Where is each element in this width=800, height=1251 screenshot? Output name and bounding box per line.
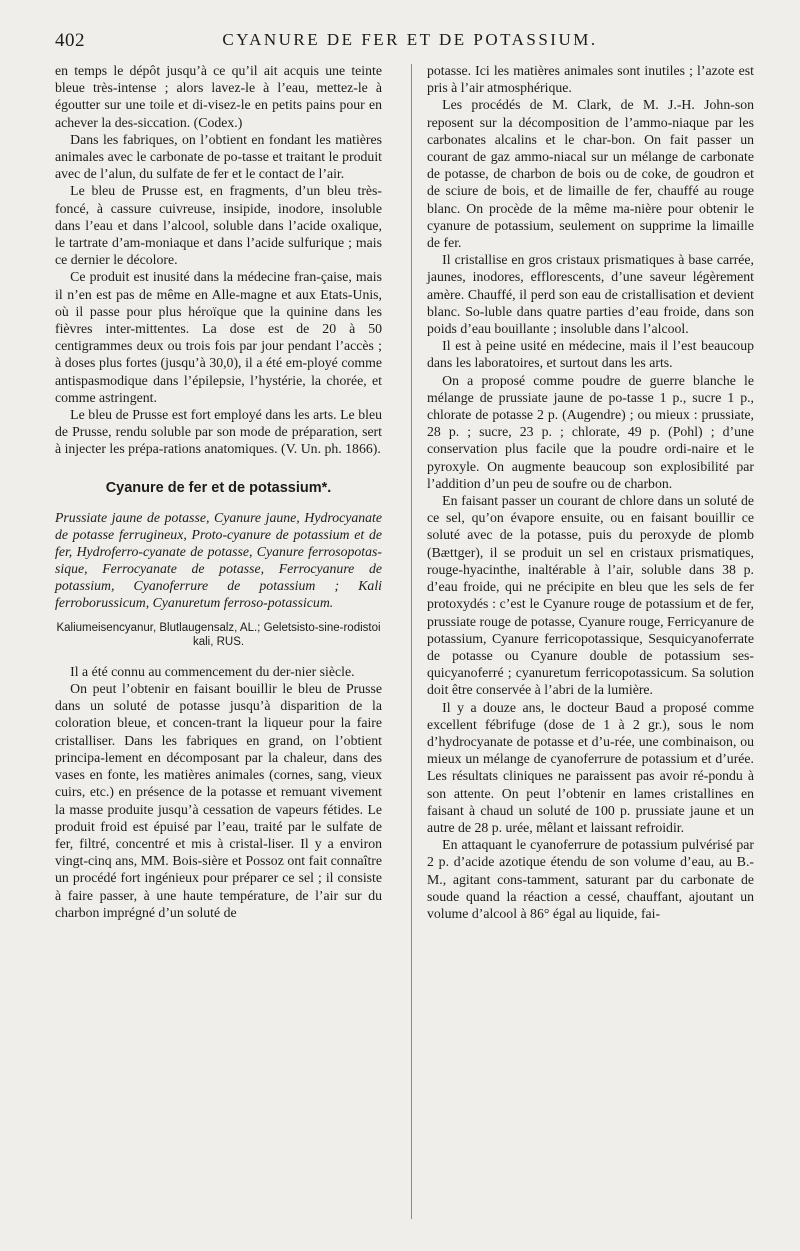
paragraph: En faisant passer un courant de chlore dans un soluté de ce sel, qu’on évapore ensuite, ou en faisant bouillir ce soluté avec de la potasse, puis du peroxyde de plomb (Bættger), il se produit un sel en cristaux prismatiques, rouge-hyacinthe, inaltérable à l’air, soluble dans 38 p. d’eau froide, qui ne précipite en bleu que les sels de fer protoxydés : c’est le Cyanure rouge de potassium et de fer, prussiate rouge de potasse, Cyanure rouge, Ferricyanure de potassium, Cyanure ferricopotassique, Sesquicyanoferrate de potasse ou Cyanure double de potassium ses-quicyanoferré ; cyanuretum ferricopotassicum. Sa solution doit être conservée à l’abri de la lumière. [427, 493, 754, 698]
paragraph: Il a été connu au commencement du der-nier siècle. [70, 663, 355, 679]
paragraph: Le bleu de Prusse est, en fragments, d’un bleu très-foncé, à cassure cuivreuse, insipide, inodore, insoluble dans l’eau et dans l’alcool, soluble dans l’acide oxalique, le tartrate d’am-moniaque et dans l’acide sulfurique ; mais ce dernier le décolore. [55, 183, 382, 268]
paragraph: Ce produit est inusité dans la médecine fran-çaise, mais il n’en est pas de même en Alle-magne et aux Etats-Unis, où il passe pour plus héroïque que la quinine dans les fièvres inter-mittentes. La dose est de 20 à 50 centigrammes deux ou trois fois par jour pendant l’accès ; à doses plus fortes (jusqu’à 30,0), il a été em-ployé comme antispasmodique dans l’épilepsie, l’hystérie, la chorée, et comme astringent. [55, 269, 382, 405]
synonyms: Prussiate jaune de potasse, Cyanure jaune, Hydrocyanate de potasse ferrugineux, Proto-cyanure de potassium et de fer, Hydroferro-cyanate de potasse, Cyanure ferrosopotas-sique, Ferrocyanate de potasse, Ferrocyanure de potassium, Cyanoferrure de potassium ; Kali ferroborussicum, Cyanuretum ferroso-potassicum. [55, 509, 382, 610]
running-head: CYANURE DE FER ET DE POTASSIUM. [222, 30, 598, 49]
left-column [55, 62, 382, 921]
paragraph: Il cristallise en gros cristaux prismatiques à base carrée, jaunes, inodores, efflorescents, d’une saveur légèrement amère. Chauffé, il perd son eau de cristallisation et devient blanc. So-luble dans quatre parties d’eau froide, dans son poids d’eau bouillante ; insoluble dans l’alcool. [427, 252, 754, 337]
right-column [427, 62, 754, 922]
paragraph: Il est à peine usité en médecine, mais il l’est beaucoup dans les laboratoires, et surtout dans les arts. [427, 338, 754, 371]
column-divider [411, 64, 412, 1219]
paragraph: potasse. Ici les matières animales sont inutiles ; l’azote est pris à l’air atmosphérique. [427, 63, 754, 96]
paragraph: Dans les fabriques, on l’obtient en fondant les matières animales avec le carbonate de po-tasse et traitant le produit avec de l’alun, du sulfate de fer et le contact de l’air. [55, 131, 382, 182]
page-number: 402 [55, 30, 85, 51]
paragraph: On peut l’obtenir en faisant bouillir le bleu de Prusse dans un soluté de potasse jusqu’à disparition de la coloration bleue, et concen-trant la liqueur pour la faire cristalliser. Dans les fabriques en grand, on l’obtient principa-lement en décomposant par la chaleur, dans des vases en fonte, les matières animales (cornes, sang, vieux cuirs, etc.) en présence de la potasse et remuant vivement la masse produite jusqu’à cessation de vapeurs fétides. Le produit froid est épuisé par l’eau, traité par le sulfate de fer, filtré, concentré et mis à cristal-liser. Il y a environ vingt-cinq ans, MM. Bois-sière et Possoz ont fait connaître un procédé fort ingénieux pour préparer ce sel ; il consiste à faire passer, à une haute température, de l’air sur du charbon imprégné d’un soluté de [55, 681, 382, 920]
paragraph: Le bleu de Prusse est fort employé dans les arts. Le bleu de Prusse, rendu soluble par son mode de préparation, sert à injecter les prépa-rations anatomiques. (V. Un. ph. 1866). [55, 407, 382, 457]
page-header [55, 30, 765, 58]
paragraph: On a proposé comme poudre de guerre blanche le mélange de prussiate jaune de po-tasse 1 p., sucre 1 p., chlorate de potasse 2 p. (Augendre) ; ou mieux : prussiate, 28 p. ; sucre, 23 p. ; chlorate, 49 p. (Pohl) ; d’une conservation plus facile que la poudre ordi-naire et le pyroxyle. On augmente beaucoup son explosibilité par l’addition d’un peu de soufre ou de charbon. [427, 372, 754, 491]
paragraph: Il y a douze ans, le docteur Baud a proposé comme excellent fébrifuge (dose de 1 à 2 gr.), sous le nom d’hydrocyanate de potasse et d’u-rée, une combinaison, ou mieux un mélange de cyanoferrure de potassium et d’urée. Les résultats cliniques ne paraissent pas avoir ré-pondu à son attente. On peut l’obtenir en lames cristallines en faisant à chaud un soluté de 100 p. prussiate jaune et un autre de 28 p. urée, mêlant et laissant refroidir. [427, 699, 754, 835]
paragraph: en temps le dépôt jusqu’à ce qu’il ait acquis une teinte bleue très-intense ; alors lavez-le à l’eau, mettez-le à égoutter sur une toile et di-visez-le en petits pains pour en achever la des-siccation. (Codex.) [55, 63, 382, 130]
paragraph: En attaquant le cyanoferrure de potassium pulvérisé par 2 p. d’acide azotique étendu de son volume d’eau, au B.-M., agitant cons-tamment, saturant par du carbonate de soude quand la réaction a cessé, chauffant, ajoutant un volume d’alcool à 86° égal au liquide, fai- [427, 837, 754, 921]
paragraph: Les procédés de M. Clark, de M. J.-H. John-son reposent sur la décomposition de l’ammo-niaque par les carbonates alcalins et le char-bon. On fait passer un courant de gaz ammo-niacal sur un mélange de carbonate de potasse, de charbon de bois ou de coke, de goudron et de sciure de bois, et de limaille de fer, chauffé au rouge blanc. On procède de la même ma-nière pour obtenir le cyanure de potassium, seulement on supprime la limaille de fer. [427, 97, 754, 251]
foreign-names: Kaliumeisencyanur, Blutlaugensalz, AL.; Geletsisto-sine-rodistoi kali, RUS. [56, 621, 381, 648]
entry-title: Cyanure de fer et de potassium*. [105, 479, 332, 496]
